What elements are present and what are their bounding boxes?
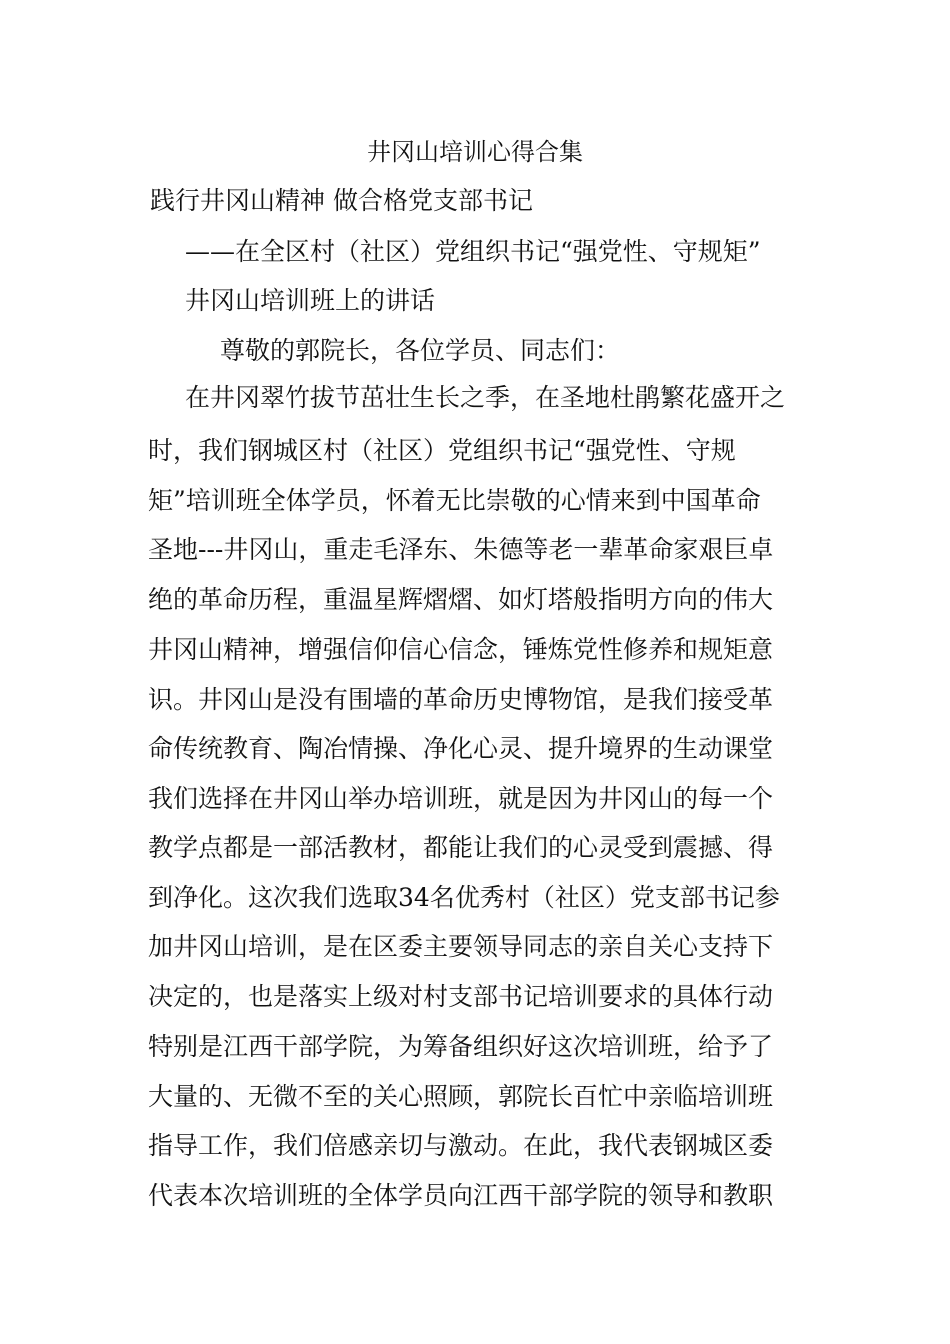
body-line: 识。井冈山是没有围墙的革命历史博物馆，是我们接受革 — [148, 685, 774, 714]
speech-subtitle-line-1: ——在全区村（社区）党组织书记“强党性、守规矩” — [185, 237, 761, 266]
body-line: 教学点都是一部活教材，都能让我们的心灵受到震撼、得 — [148, 833, 774, 862]
body-line: 我们选择在井冈山举办培训班，就是因为井冈山的每一个 — [148, 784, 774, 813]
salutation: 尊敬的郭院长，各位学员、同志们： — [220, 336, 621, 365]
body-line: 大量的、无微不至的关心照顾，郭院长百忙中亲临培训班 — [148, 1082, 774, 1111]
body-line: 加井冈山培训，是在区委主要领导同志的亲自关心支持下 — [148, 932, 774, 961]
body-line: 井冈山精神，增强信仰信心信念，锤炼党性修养和规矩意 — [148, 635, 774, 664]
speech-subtitle-line-2: 井冈山培训班上的讲话 — [185, 286, 436, 315]
body-line: 到净化。这次我们选取34名优秀村（社区）党支部书记参 — [148, 883, 780, 912]
body-line: 指导工作，我们倍感亲切与激动。在此，我代表钢城区委 — [148, 1131, 774, 1160]
body-line: 时，我们钢城区村（社区）党组织书记“强党性、守规 — [148, 436, 736, 465]
body-line: 决定的，也是落实上级对村支部书记培训要求的具体行动 — [148, 982, 774, 1011]
document-title: 井冈山培训心得合集 — [367, 138, 583, 166]
body-line: 特别是江西干部学院，为筹备组织好这次培训班，给予了 — [148, 1032, 774, 1061]
body-line: 圣地---井冈山，重走毛泽东、朱德等老一辈革命家艰巨卓 — [148, 535, 774, 564]
speech-heading: 践行井冈山精神 做合格党支部书记 — [150, 186, 533, 215]
body-line: 在井冈翠竹拔节茁壮生长之季，在圣地杜鹃繁花盛开之 — [185, 383, 786, 412]
body-line: 代表本次培训班的全体学员向江西干部学院的领导和教职 — [148, 1181, 774, 1210]
body-line: 绝的革命历程，重温星辉熠熠、如灯塔般指明方向的伟大 — [148, 585, 774, 614]
body-line: 矩”培训班全体学员，怀着无比崇敬的心情来到中国革命 — [148, 486, 761, 515]
body-line: 命传统教育、陶冶情操、净化心灵、提升境界的生动课堂 — [148, 734, 774, 763]
